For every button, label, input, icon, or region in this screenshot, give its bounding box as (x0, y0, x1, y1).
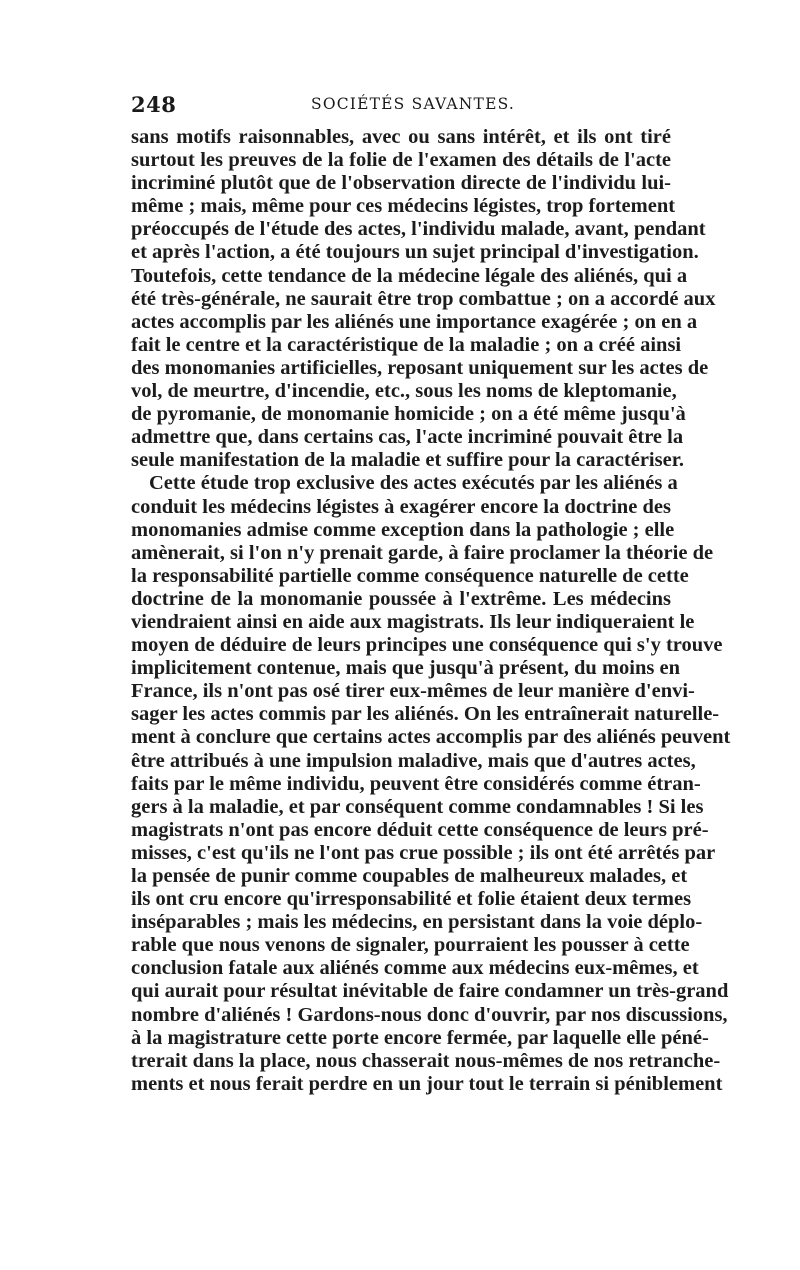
text-line: surtout les preuves de la folie de l'examen des détails de l'acte (131, 149, 671, 172)
text-line: doctrine de la monomanie poussée à l'extrême. Les médecins (131, 587, 671, 610)
text-line: faits par le même individu, peuvent être considérés comme étran- (131, 772, 701, 795)
text-line: vol, de meurtre, d'incendie, etc., sous les noms de kleptomanie, (131, 380, 677, 403)
text-line: la pensée de punir comme coupables de malheureux malades, et (131, 865, 688, 887)
text-line: monomanies admise comme exception dans la pathologie ; elle (131, 518, 675, 541)
text-line: ils ont cru encore qu'irresponsabilité et folie étaient deux termes (131, 888, 692, 911)
text-line: moyen de déduire de leurs principes une conséquence qui s'y trouve (131, 634, 723, 657)
text-line: conclusion fatale aux aliénés comme aux médecins eux-mêmes, et (131, 957, 699, 980)
text-line: incriminé plutôt que de l'observation directe de l'individu lui- (131, 172, 671, 195)
text-line: implicitement contenue, mais que jusqu'à présent, du moins en (131, 657, 680, 680)
text-line: préoccupés de l'étude des actes, l'individu malade, avant, pendant (131, 218, 706, 241)
body-text (131, 126, 731, 1096)
text-line: misses, c'est qu'ils ne l'ont pas crue possible ; ils ont été arrêtés par (131, 841, 716, 864)
text-line: Toutefois, cette tendance de la médecine légale des aliénés, qui a (131, 264, 688, 287)
text-line: Cette étude trop exclusive des actes exécutés par les aliénés a (149, 472, 678, 495)
text-line: inséparables ; mais les médecins, en persistant dans la voie déplo- (131, 911, 703, 934)
text-line: de pyromanie, de monomanie homicide ; on a été même jusqu'à (131, 403, 686, 426)
running-title: SOCIÉTÉS SAVANTES. (311, 95, 516, 113)
running-head (131, 92, 671, 118)
text-line: ment à conclure que certains actes accomplis par des aliénés peuvent (131, 726, 731, 749)
text-line: trerait dans la place, nous chasserait nous-mêmes de nos retranche- (131, 1049, 721, 1072)
text-line: ments et nous ferait perdre en un jour tout le terrain si péniblement (131, 1072, 723, 1095)
text-line: des monomanies artificielles, reposant uniquement sur les actes de (131, 356, 709, 379)
text-line: viendraient ainsi en aide aux magistrats. Ils leur indiqueraient le (131, 610, 695, 633)
text-line: fait le centre et la caractéristique de la maladie ; on a créé ainsi (131, 333, 682, 356)
text-line: admettre que, dans certains cas, l'acte incriminé pouvait être la (131, 426, 684, 449)
text-line: France, ils n'ont pas osé tirer eux-mêmes de leur manière d'envi- (131, 680, 695, 703)
page-number: 248 (131, 92, 177, 117)
text-line: qui aurait pour résultat inévitable de faire condamner un très-grand (131, 980, 729, 1003)
text-line: à la magistrature cette porte encore fermée, par laquelle elle péné- (131, 1026, 709, 1049)
text-line: seule manifestation de la maladie et suffire pour la caractériser. (131, 449, 685, 472)
text-line: rable que nous venons de signaler, pourraient les pousser à cette (131, 934, 690, 957)
text-line: amènerait, si l'on n'y prenait garde, à faire proclamer la théorie de (131, 541, 714, 564)
text-line: actes accomplis par les aliénés une importance exagérée ; on en a (131, 310, 698, 333)
text-line: même ; mais, même pour ces médecins légistes, trop fortement (131, 195, 676, 218)
text-line: gers à la maladie, et par conséquent comme condamnables ! Si les (131, 795, 704, 818)
text-line: nombre d'aliénés ! Gardons-nous donc d'ouvrir, par nos discussions, (131, 1003, 728, 1026)
text-line: sager les actes commis par les aliénés. On les entraînerait naturelle- (131, 703, 720, 726)
text-line: et après l'action, a été toujours un sujet principal d'investigation. (131, 241, 699, 264)
text-line: conduit les médecins légistes à exagérer encore la doctrine des (131, 495, 671, 518)
text-line: été très-générale, ne saurait être trop combattue ; on a accordé aux (131, 287, 716, 310)
text-line: sans motifs raisonnables, avec ou sans intérêt, et ils ont tiré (131, 126, 671, 148)
text-line: magistrats n'ont pas encore déduit cette conséquence de leurs pré- (131, 818, 709, 841)
text-line: être attribués à une impulsion maladive, mais que d'autres actes, (131, 749, 696, 772)
text-line: la responsabilité partielle comme conséquence naturelle de cette (131, 564, 689, 587)
